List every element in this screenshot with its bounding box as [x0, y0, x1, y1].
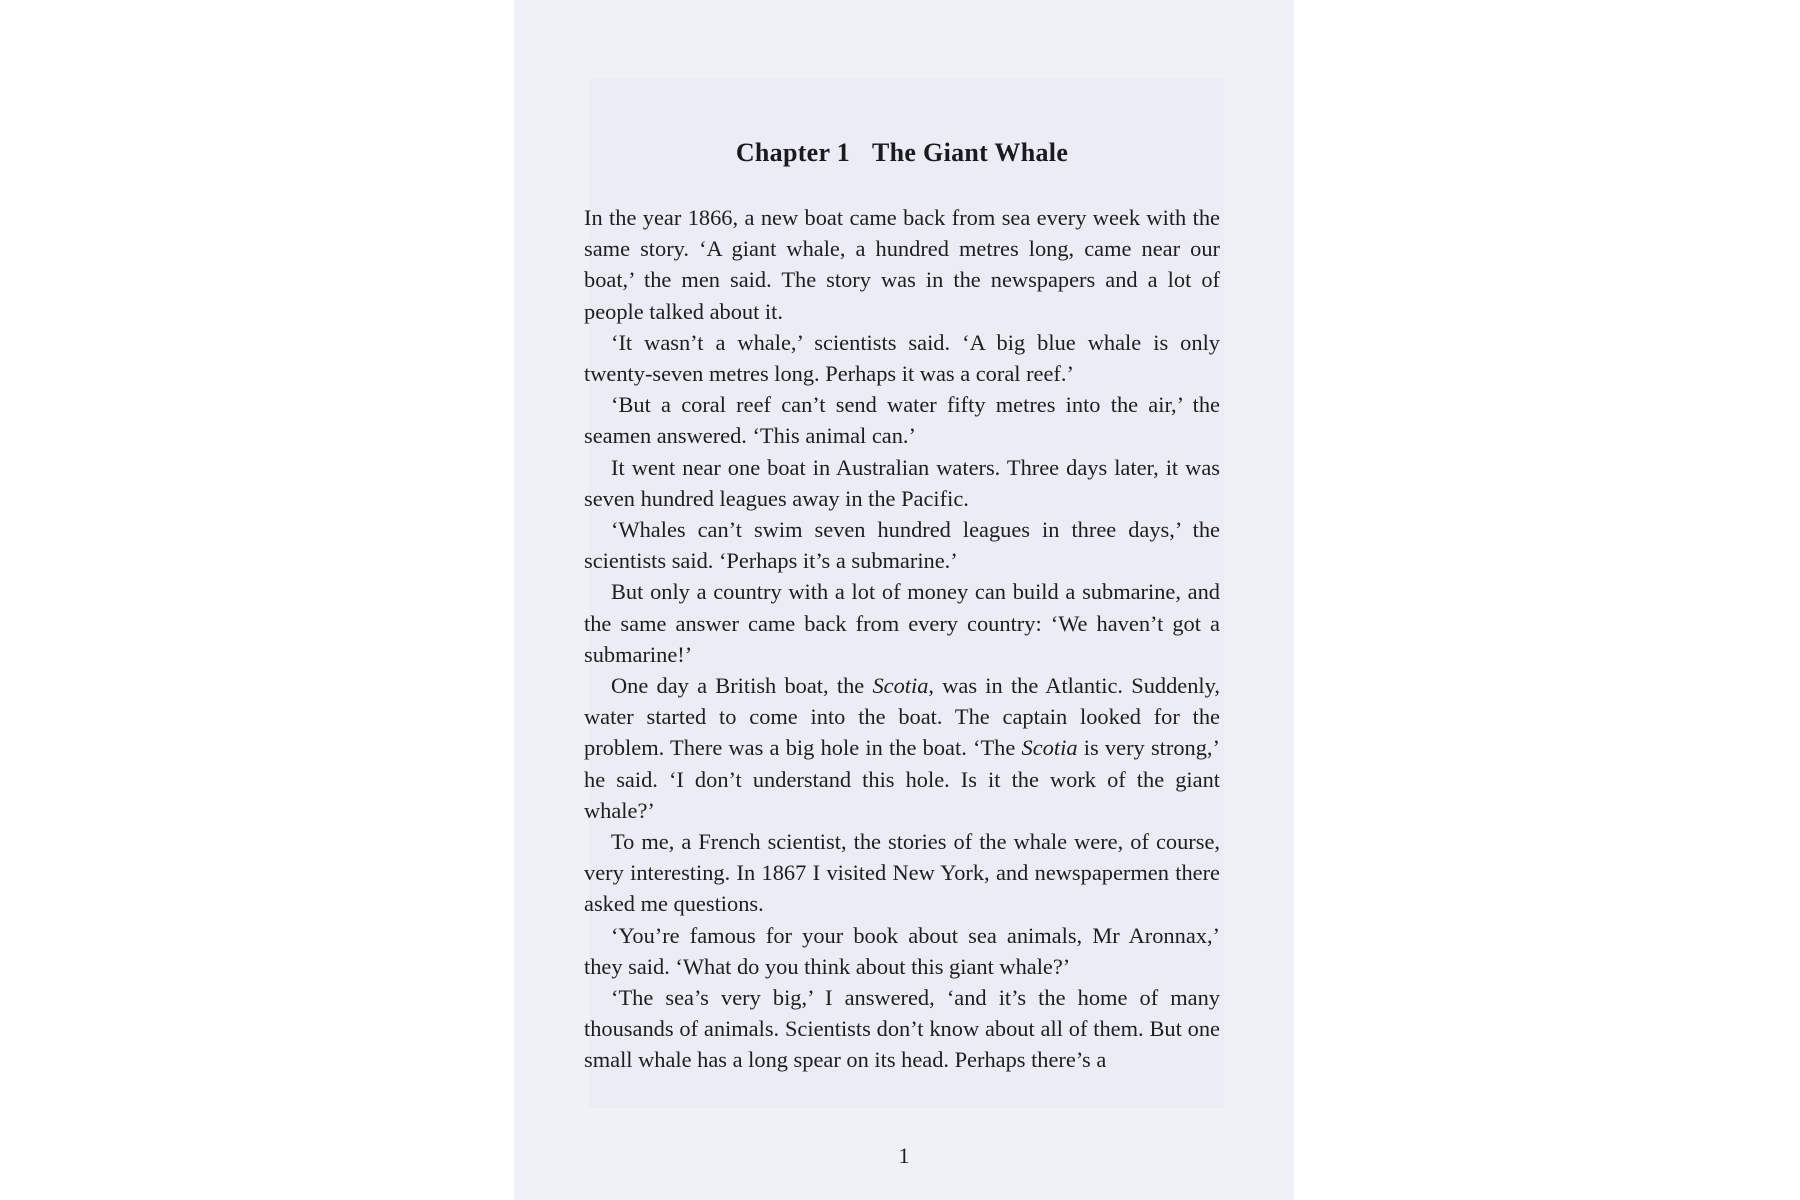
- paragraph: [584, 982, 1220, 1076]
- page-number: 1: [898, 1143, 910, 1168]
- text-run: One day a British boat, the: [611, 673, 873, 699]
- paragraph: [584, 576, 1220, 670]
- text-run: ‘You’re famous for your book about sea animals, Mr Aronnax,’ they said. ‘What do you think about this giant whale?’: [584, 922, 1220, 979]
- text-run: To me, a French scientist, the stories of the whale were, of course, very interesting. In 1867 I visited New York, and newspapermen there asked me questions.: [584, 829, 1220, 917]
- text-run: , was in the Atlantic. Suddenly, water started to come into the boat. The captain looked for the problem. There was a big hole in the boat. ‘The: [584, 673, 1220, 761]
- chapter-heading: [584, 138, 1220, 168]
- paragraph: [584, 670, 1220, 826]
- text-run: ‘Whales can’t swim seven hundred leagues in three days,’ the scientists said. ‘Perhaps it’s a submarine.’: [584, 517, 1220, 574]
- text-run: is very strong,’ he said. ‘I don’t understand this hole. Is it the work of the giant whale?’: [584, 735, 1220, 823]
- italic-text: Scotia: [872, 673, 929, 699]
- text-run: In the year 1866, a new boat came back from sea every week with the same story. ‘A giant whale, a hundred metres long, came near our boat,’ the men said. The story was in the newspapers and a lot of people talked about it.: [584, 205, 1220, 324]
- paragraph: [584, 920, 1220, 982]
- paragraph: [584, 826, 1220, 920]
- paragraph: [584, 327, 1220, 389]
- text-run: ‘The sea’s very big,’ I answered, ‘and it’s the home of many thousands of animals. Scientists don’t know about all of them. But one small whale has a long spear on its head. Perhaps there’s a: [584, 985, 1220, 1073]
- paragraph: [584, 389, 1220, 451]
- text-run: It went near one boat in Australian waters. Three days later, it was seven hundred leagues away in the Pacific.: [584, 454, 1220, 511]
- paragraph: [584, 452, 1220, 514]
- text-run: But only a country with a lot of money can build a submarine, and the same answer came back from every country: ‘We haven’t got a submarine!’: [584, 579, 1220, 667]
- book-page: [514, 0, 1294, 1200]
- chapter-body: [584, 202, 1220, 1076]
- chapter-title: The Giant Whale: [872, 138, 1069, 167]
- italic-text: Scotia: [1021, 735, 1078, 761]
- chapter-number: Chapter 1: [735, 138, 850, 167]
- text-run: ‘But a coral reef can’t send water fifty metres into the air,’ the seamen answered. ‘This animal can.’: [584, 392, 1220, 449]
- paragraph: [584, 202, 1220, 327]
- text-run: ‘It wasn’t a whale,’ scientists said. ‘A big blue whale is only twenty-seven metres long. Perhaps it was a coral reef.’: [584, 329, 1220, 387]
- paragraph: [584, 514, 1220, 576]
